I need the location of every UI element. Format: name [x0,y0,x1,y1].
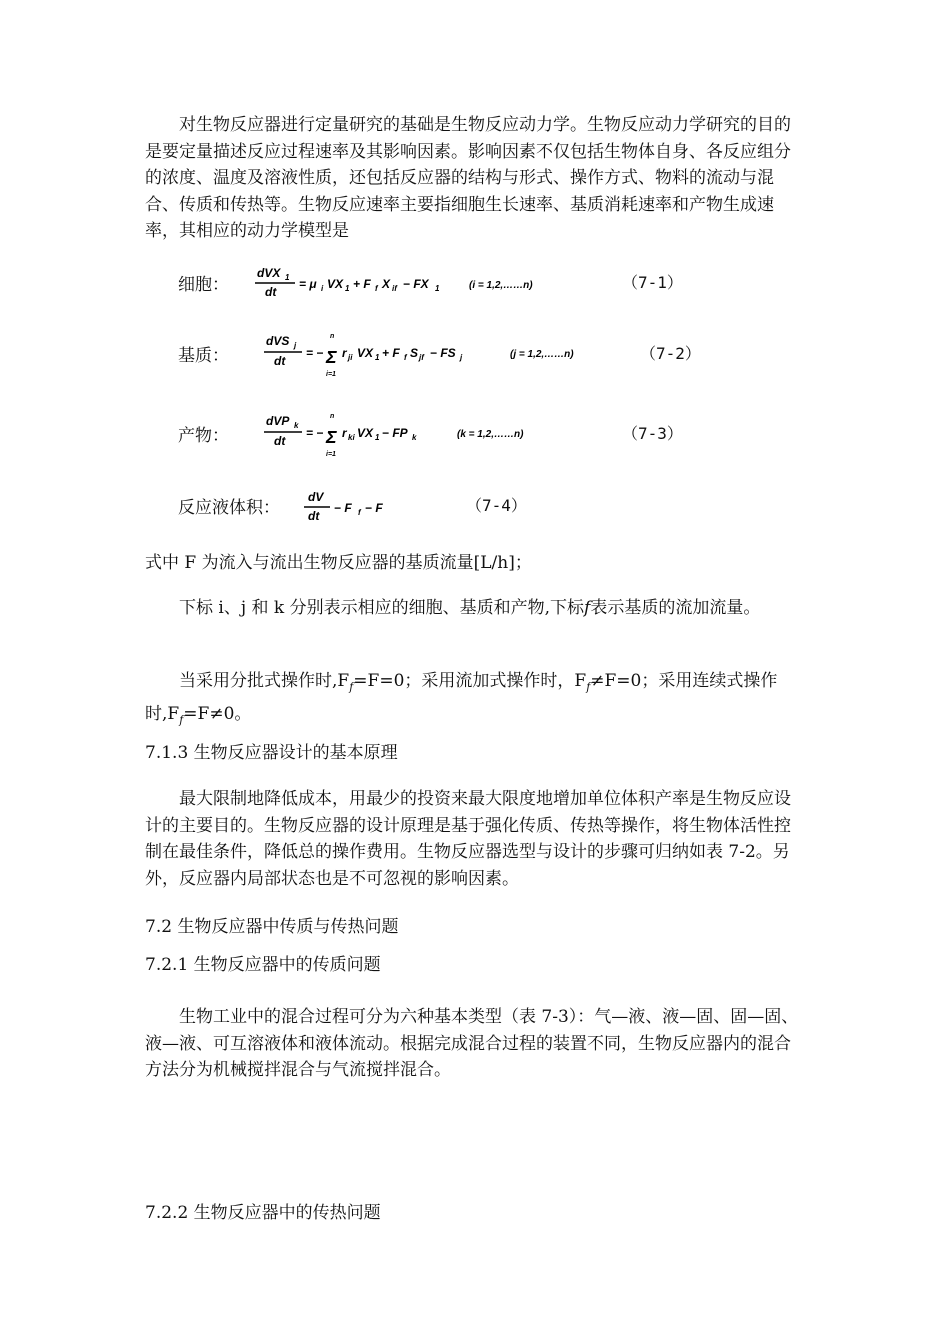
svg-text:1: 1 [375,433,380,442]
svg-text:+ F: + F [353,277,371,291]
svg-text:1: 1 [285,273,290,282]
subscript-note: 下标 i、j 和 k 分别表示相应的细胞、基质和产物,下标f表示基质的流加流量。 [179,598,761,618]
svg-text:i=1: i=1 [326,451,336,458]
subscript-f-symbol: f [584,598,591,618]
svg-text:= −: = − [306,426,324,440]
equation-volume-formula [302,486,402,530]
svg-text:j: j [460,353,463,362]
svg-text:− FS: − FS [430,346,456,360]
equation-number-7-4: （7-4） [466,496,527,515]
svg-text:dVX: dVX [257,266,281,280]
svg-text:dt: dt [274,354,286,368]
equation-label-product: 产物： [178,426,229,446]
section-heading-7-2-1: 7.2.1 生物反应器中的传质问题 [145,955,381,975]
equation-substrate-formula [262,328,602,390]
equation-label-substrate: 基质： [178,346,229,366]
svg-text:r: r [342,426,347,440]
svg-text:= −: = − [306,346,324,360]
svg-text:1: 1 [375,353,380,362]
svg-text:(i = 1,2,……n): (i = 1,2,……n) [469,280,533,291]
svg-text:dt: dt [274,434,286,448]
svg-text:i: i [321,284,324,293]
section-heading-7-2-2: 7.2.2 生物反应器中的传热问题 [145,1203,381,1223]
equation-number-7-3: （7-3） [622,424,683,443]
svg-text:f: f [375,284,378,293]
svg-text:dt: dt [265,285,277,299]
svg-text:S: S [410,346,419,360]
svg-text:dVP: dVP [266,414,290,428]
svg-text:1: 1 [435,284,440,293]
svg-text:1: 1 [345,284,350,293]
mixing-paragraph: 生物工业中的混合过程可分为六种基本类型（表 7-3）：气—液、液—固、固—固、液—液、可互溶液体和液体流动。根据完成混合过程的装置不同，生物反应器内的混合方法分为机械搅拌混合与气流搅拌混合。 [145,1007,799,1080]
svg-text:ji: ji [348,353,353,362]
svg-text:X: X [382,277,391,291]
svg-text:dV: dV [308,490,324,504]
svg-text:n: n [330,413,335,420]
svg-text:dt: dt [308,509,320,523]
svg-text:k: k [412,433,417,442]
svg-text:dVS: dVS [266,334,290,348]
svg-text:f: f [358,508,361,517]
svg-text:Σ: Σ [326,347,337,367]
svg-text:j: j [294,341,297,350]
svg-text:(j = 1,2,……n): (j = 1,2,……n) [510,349,574,360]
svg-text:Σ: Σ [326,427,337,447]
svg-text:− FP: − FP [382,426,408,440]
intro-paragraph: 对生物反应器进行定量研究的基础是生物反应动力学。生物反应动力学研究的目的是要定量描述反应过程速率及其影响因素。影响因素不仅包括生物体自身、各反应组分的浓度、温度及溶液性质，还包括反应器的结构与形式、操作方式、物料的流动与混合、传质和传热等。生物反应速率主要指细胞生长速率、基质消耗速率和产物生成速率，其相应的动力学模型是 [145,115,791,241]
equation-cell-formula [255,262,565,306]
section-heading-7-1-3: 7.1.3 生物反应器设计的基本原理 [145,743,398,763]
svg-text:jf: jf [419,353,424,362]
flow-definition-note: 式中 F 为流入与流出生物反应器的基质流量[L/h]； [145,553,532,573]
svg-text:if: if [392,284,397,293]
svg-text:VX: VX [327,277,344,291]
equation-product-formula [262,408,562,470]
equation-label-cell: 细胞： [178,275,229,295]
svg-text:r: r [342,346,347,360]
svg-text:n: n [330,333,335,340]
svg-text:i=1: i=1 [326,371,336,378]
svg-text:(k = 1,2,……n): (k = 1,2,……n) [457,429,524,440]
svg-text:f: f [404,353,407,362]
svg-text:− FX: − FX [403,277,429,291]
section-heading-7-2: 7.2 生物反应器中传质与传热问题 [145,917,399,937]
svg-text:VX: VX [357,346,374,360]
equation-label-volume: 反应液体积： [178,498,280,518]
equation-number-7-1: （7-1） [622,273,683,292]
svg-text:ki: ki [348,433,355,442]
svg-text:VX: VX [357,426,374,440]
svg-text:= μ: = μ [299,277,317,291]
svg-text:k: k [294,421,299,430]
svg-text:− F: − F [334,501,352,515]
design-principle-paragraph: 最大限制地降低成本，用最少的投资来最大限度地增加单位体积产率是生物反应设计的主要目的。生物反应器的设计原理是基于强化传质、传热等操作，将生物体活性控制在最佳条件，降低总的操作费用。生物反应器选型与设计的步骤可归纳如表 7-2。另外，反应器内局部状态也是不可忽视的影响因素。 [145,789,791,889]
svg-text:+ F: + F [382,346,400,360]
equation-number-7-2: （7-2） [640,344,701,363]
svg-text:− F: − F [365,501,383,515]
operation-modes-note: 当采用分批式操作时$,F_f=F=0$；采用流加式操作时，$F_f\ne F=0$；采用连续式操作时$,F_f=F\ne 0$。 [145,671,778,727]
